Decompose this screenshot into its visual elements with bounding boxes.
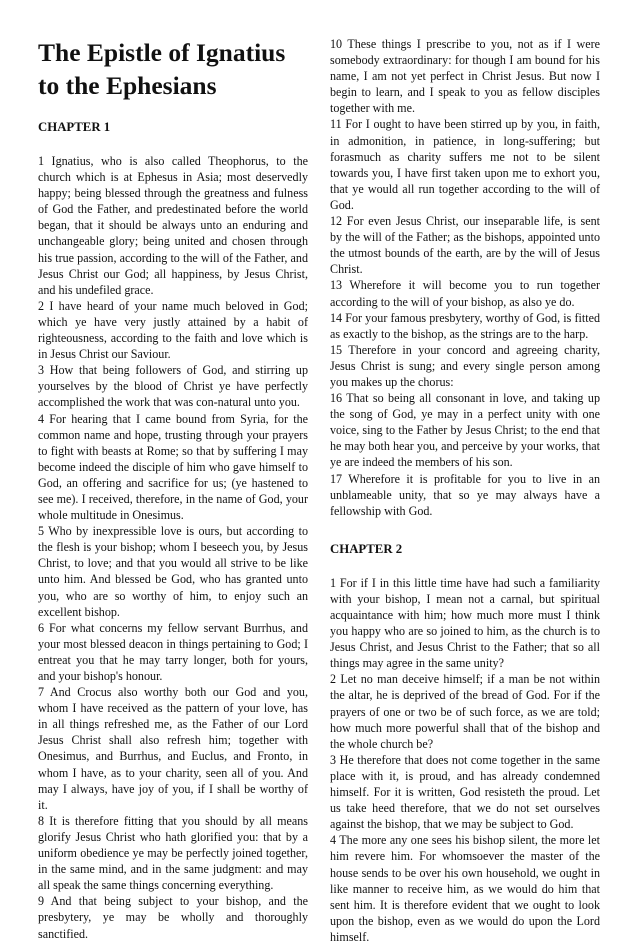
verse-1-8: 8 It is therefore fitting that you should by all means glorify Jesus Christ who hath glorified you: that by a uniform obedience ye may be perfectly joined together, in the same mind, and in the same judgment: and may all speak the same things concerning everything. (38, 813, 308, 893)
verse-1-13: 13 Wherefore it will become you to run together according to the will of your bishop, as also ye do. (330, 278, 600, 309)
verse-1-17: 17 Wherefore it is profitable for you to live in an unblameable unity, that so ye may always have a fellowship with God. (330, 471, 600, 518)
document-title: The Epistle of Ignatius to the Ephesians (38, 38, 286, 100)
verse-1-14: 14 For your famous presbytery, worthy of God, is fitted as exactly to the bishop, as the strings are to the harp. (330, 310, 600, 341)
verse-2-1: 1 For if I in this little time have had such a familiarity with your bishop, I mean not a carnal, but spiritual acquaintance with him; how much more must I think you happy who are so joined to him, as the church is to Jesus Christ, and Jesus Christ to the Father; that so all things may agree in the same unity? (330, 575, 600, 671)
verse-2-4: 4 The more any one sees his bishop silent, the more let him revere him. For whomsoever the master of the house sends to be over his own household, we ought in like manner to receive him, as we would do him that sent him. It is therefore evident that we ought to look upon the bishop, even as we would do upon the Lord himself. (330, 833, 600, 944)
chapter-2-heading: CHAPTER 2 (330, 541, 403, 556)
verse-1-7: 7 And Crocus also worthy both our God and you, whom I have received as the pattern of your love, has in all things refreshed me, as the Father of our Lord Jesus Christ shall also refresh him; together with Onesimus, and Burrhus, and Euclus, and Fronto, in whom I have, as to your charity, seen all of you. And may I always, have joy of you, if I shall be worthy of it. (38, 685, 308, 812)
right-column (330, 36, 600, 945)
verse-1-3: 3 How that being followers of God, and stirring up yourselves by the blood of Christ ye have perfectly accomplished the work that was con-natural unto you. (38, 363, 308, 410)
verse-2-3: 3 He therefore that does not come together in the same place with it, is proud, and has already condemned himself. For it is written, God resisteth the proud. Let us take heed therefore, that we do not set ourselves against the bishop, that we may be subject to God. (330, 752, 600, 832)
verse-1-4: 4 For hearing that I came bound from Syria, for the common name and hope, trusting through your prayers to fight with beasts at Rome; so that by suffering I may become indeed the disciple of him who gave himself to God, an offering and sacrifice for us; (ye hastened to see me). I received, therefore, in the name of God, your whole multitude in Onesimus. (38, 411, 308, 523)
verse-1-2: 2 I have heard of your name much beloved in God; which ye have very justly attained by a habit of righteousness, according to the faith and love which is in Jesus Christ our Saviour. (38, 298, 308, 362)
verse-1-16: 16 That so being all consonant in love, and taking up the song of God, ye may in a perfect unity with one voice, sing to the Father by Jesus Christ; to the end that he may both hear you, and perceive by your works, that ye are indeed the members of his son. (330, 391, 600, 470)
verse-1-11: 11 For I ought to have been stirred up by you, in faith, in admonition, in patience, in long-suffering; but forasmuch as charity suffers me not to be silent towards you, I have first taken upon me to exhort you, that ye would all run together according to the will of God. (330, 117, 600, 212)
verse-1-1: 1 Ignatius, who is also called Theophorus, to the church which is at Ephesus in Asia; most deservedly happy; being blessed through the greatness and fulness of God the Father, and predestinated before the world began, that it should be always unto an enduring and unchangeable glory; being united and chosen through his true passion, according to the will of the Father, and Jesus Christ our God; all happiness, by Jesus Christ, and his undefiled grace. (38, 154, 308, 297)
verse-1-10: 10 These things I prescribe to you, not as if I were somebody extraordinary: for though I am bound for his name, I am not yet perfect in Christ Jesus. But now I begin to learn, and I speak to you as fellow disciples together with me. (330, 37, 600, 116)
verse-1-9: 9 And that being subject to your bishop, and the presbytery, ye may be wholly and thoroughly sanctified. (38, 894, 308, 941)
verse-1-12: 12 For even Jesus Christ, our inseparable life, is sent by the will of the Father; as the bishops, appointed unto the utmost bounds of the earth, are by the will of Jesus Christ. (330, 214, 600, 277)
document-page (38, 36, 600, 944)
verse-1-6: 6 For what concerns my fellow servant Burrhus, and your most blessed deacon in things pertaining to God; I entreat you that he may tarry longer, both for yours, and your bishop's honour. (38, 620, 308, 683)
verse-1-5: 5 Who by inexpressible love is ours, but according to the flesh is your bishop; whom I beseech you, by Jesus Christ, to love; and that you would all strive to be like unto him. And blessed be God, who has granted unto you, who are so worthy of him, to enjoy such an excellent bishop. (38, 524, 308, 619)
verse-1-15: 15 Therefore in your concord and agreeing charity, Jesus Christ is sung; and every single person among you makes up the chorus: (330, 342, 600, 389)
chapter-1-heading: CHAPTER 1 (38, 120, 111, 134)
verse-2-2: 2 Let no man deceive himself; if a man be not within the altar, he is deprived of the bread of God. For if the prayers of one or two be of such force, as we are told; how much more powerful shall that of the bishop and the whole church be? (330, 672, 600, 751)
left-column (38, 36, 308, 942)
